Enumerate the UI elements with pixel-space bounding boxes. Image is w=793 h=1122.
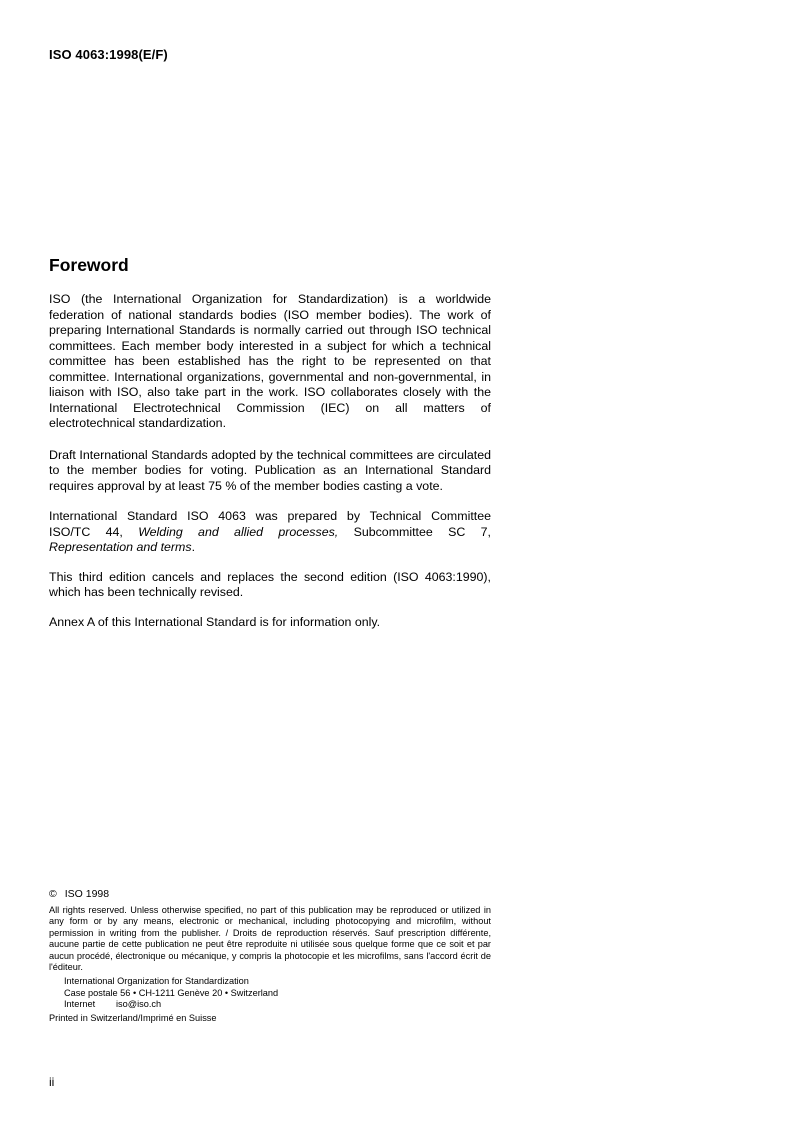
committee-end-period: . — [191, 540, 196, 554]
foreword-paragraph-edition: This third edition cancels and replaces the second edition (ISO 4063:1990), which has been technically revised. — [49, 569, 491, 599]
publisher-organization: International Organization for Standardization — [64, 976, 249, 987]
committee-line-1 — [49, 509, 491, 525]
foreword-paragraph-draft-standards: Draft International Standards adopted by the technical committees are circulated to the member bodies for voting. Publication as an International Standard requires approval by at least 75 % of the member bodies casting a vote. — [49, 447, 491, 493]
publisher-postal-address: Case postale 56 • CH-1211 Genève 20 • Switzerland — [64, 987, 279, 998]
foreword-heading: Foreword — [49, 255, 129, 275]
rights-reserved-text: All rights reserved. Unless otherwise specified, no part of this publication may be reproduced or utilized in any form or by any means, electronic or mechanical, including photocopying and microfilm, without permission in writing from the publisher. / Droits de reproduction réservés. Sauf prescription différente, aucune partie de cette publication ne peut être reproduite ni utilisée sous quelque forme que ce soit et par aucun procédé, électronique ou mécanique, y compris la photocopie et les microfilms, sans l'accord écrit de l'éditeur. — [49, 905, 491, 973]
committee-line-2 — [49, 525, 491, 541]
copyright-symbol: © — [49, 888, 57, 900]
copyright-line — [49, 888, 491, 901]
committee-title-italic: Welding and allied processes, — [138, 524, 339, 539]
committee-tc-text: ISO/TC 44, — [49, 524, 123, 539]
copyright-year: ISO 1998 — [64, 888, 110, 900]
publisher-address — [49, 976, 491, 1010]
internet-label: Internet — [64, 999, 96, 1010]
printed-in-text: Printed in Switzerland/Imprimé en Suisse — [49, 1012, 217, 1023]
foreword-section — [49, 254, 491, 645]
publisher-internet-row — [64, 999, 491, 1010]
committee-line-3 — [49, 540, 491, 556]
foreword-paragraph-committee — [49, 509, 491, 556]
subcommittee-text: Subcommittee SC 7, — [353, 524, 491, 539]
internet-email: iso@iso.ch — [116, 999, 162, 1010]
document-identifier: ISO 4063:1998(E/F) — [49, 47, 168, 62]
foreword-paragraph-iso-description: ISO (the International Organization for Standardization) is a worldwide federation of national standards bodies (ISO member bodies). The work of preparing International Standards is normally carried out through ISO technical committees. Each member body interested in a subject for which a technical committee has been established has the right to be represented on that committee. International organizations, governmental and non-governmental, in liaison with ISO, also take part in the work. ISO collaborates closely with the International Electrotechnical Commission (IEC) on all matters of electrotechnical standardization. — [49, 292, 491, 430]
subcommittee-title-italic: Representation and terms — [49, 540, 192, 554]
committee-intro-text: International Standard ISO 4063 was prepared by Technical Committee — [49, 509, 491, 523]
foreword-paragraph-annex: Annex A of this International Standard is for information only. — [49, 614, 381, 629]
page-number: ii — [49, 1075, 55, 1089]
copyright-block — [49, 888, 491, 1024]
